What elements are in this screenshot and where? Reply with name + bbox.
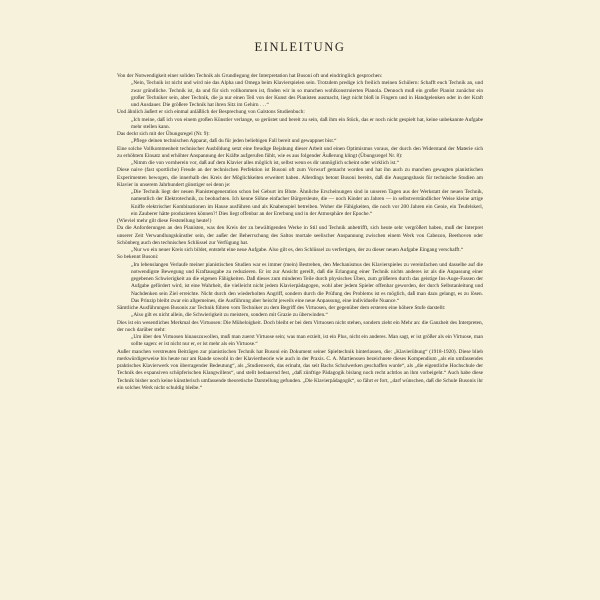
body-paragraph: Von der Notwendigkeit einer soliden Technik als Grundlegung der Interpretation hat Busoni oft und eindringlich gesprochen: bbox=[117, 73, 383, 79]
quotation-paragraph: „Im lebenslangen Verlaufe meiner pianistischen Studien war es immer (mein) Bestreben, den Mechanismus des Klavierspieles zu vereinfachen und dasselbe auf die notwendigste Bewegung und Kraftausgabe zu reduzieren. Er ist zur Ansicht gereift, daß die Erlangung einer Technik nichts anderes ist als die Anpassung einer gegebenen Schwierigkeit an die eigenen Fähigkeiten. Daß dieses zum minderen Teile durch physisches Üben, zum größeren durch das geistige Ins-Auge-Fassen der Aufgabe gefördert wird, ist eine Wahrheit, die vielleicht nicht jedem Klavierpädagogen, wohl aber jedem Spieler offenbar geworden, der durch Selbstanleitung und Nachdenken sein Ziel erreichte. Nicht durch den wiederholten Angriff, sondern durch die Prüfung des Problems ist es möglich, daß man dazu gelangt, es zu lösen. Das Prinzip bleibt zwar ein allgemeines, die Ausführung aber heischt jeweils eine neue Anpassung, eine individuelle Nuance.“ bbox=[131, 261, 483, 304]
chapter-title: EINLEITUNG bbox=[254, 40, 346, 54]
body-paragraph: (Wieviel mehr gilt diese Feststellung heute!) bbox=[117, 218, 212, 224]
quotation-paragraph: „Nur wo ein neuer Kreis sich bildet, entsteht eine neue Aufgabe. Also gilt es, den Schlüssel zu verfertigen, der zu dieser neuen Aufgabe Eingang verschafft.“ bbox=[131, 247, 464, 253]
body-paragraph: Sämtliche Ausführungen Busonis zur Technik führen vom Techniker zu dem Begriff des Virtuosen, der gegenüber dem ersteren eine höhere Stufe darstellt: bbox=[117, 305, 446, 311]
quotation-paragraph: „Also gilt es nicht allein, die Schwierigkeit zu meistern, sondern mit Grazie zu überwinden.“ bbox=[131, 312, 328, 319]
body-text bbox=[117, 73, 483, 392]
quotation-paragraph: „Ich meine, daß ich von einem großen Künstler verlange, so gerüstet und bereit zu sein, daß ihm ein Stück, das er noch nicht gespielt hat, keine unbekannte Aufgabe mehr stellen kann. bbox=[131, 116, 483, 130]
quotation-paragraph: „Um über den Virtuosen hinauszuwollen, muß man zuerst Virtuose sein; was man erzielt, ist ein Plus, nicht ein anderes. Man sagt, er ist größer als ein Virtuose, man sollte sagen: er ist nicht nur er, er ist mehr als ein Virtuose.“ bbox=[131, 334, 483, 348]
body-paragraph: Und ähnlich äußert er sich einmal anläßlich der Besprechung von Galstons Studienbuch: bbox=[117, 109, 305, 116]
body-paragraph: Außer manchen verstreuten Beiträgen zur pianistischen Technik hat Busoni ein Dokument seiner Spieltechnik hinterlassen, die: „Klavierübung“ (1918-1920). Diese blieb merkwürdigerweise bis heute nur am Rande sowohl in der Klaviertheorie wie auch in der Praxis. C. A. Martienssen bezeichnete dieses Kompendium „als ein umfassendes praktisches Klavierwerk von überragender Bedeutung“, als „Studienwerk, das erinaht, das seit Bachs Schulwerken geschaffen wurde“, als „die eigentliche Hochschule der Technik des expansiven schöpferischen Klangwillens“, und stellt bedauernd fest, „daß zünftige Pädagogik bislang noch recht achtlos an ihm vorbeigeht.“ Auch habe diese Technik bisher noch keine künstlerisch umfassende theoretische Darstellung gefunden. „Die Klavierpädagogik“, so fährt er fort, „darf wünschen, daß die Schule Busonis ihr ein solches Werk nicht schuldig bleibe.“ bbox=[117, 348, 483, 391]
quotation-paragraph: „Nimm die von vornherein vor, daß auf dem Klavier alles möglich ist, selbst wenn es dir unmöglich scheint oder wirklich ist.“ bbox=[131, 160, 399, 166]
body-paragraph: Da die Anforderungen an den Pianisten, was den Kreis der zu bewältigenden Werke in Stil und Technik anbetrifft, sich heute sehr vergrößert haben, muß der Interpret unserer Zeit Verwandlungskünstler sein, der außer der Beherrschung des Saltos mortale seelischer Anspannung zwischen einem Werk von Cabezon, Beethoven oder Schönberg auch den technischen Schlüssel zur Verfügung hat. bbox=[117, 225, 483, 246]
quotation-paragraph: „Nein, Technik ist nicht und wird nie das Alpha und Omega beim Klavierspielen sein. Trotzdem predige ich freilich meinen Schülern: Schafft euch Technik an, und zwar gründliche. Technik ist, da und für sich vollkommen ist, finden wir in so manchen wohlkonstruierten Pianola. Dennoch muß ein großer Pianist zunächst ein großer Techniker sein, aber Technik, die ja nur einen Teil von der Kunst des Pianisten ausmacht, liegt nicht bloß in Fingern und in Handgelenken oder in der Kraft und Ausdauer. Die größere Technik hat ihren Sitz im Gehirn . . .“ bbox=[131, 80, 483, 108]
quotation-paragraph: „Pflege deinen technischen Apparat, daß du für jeden beliebigen Fall bereit und gewappnet bist.“ bbox=[131, 138, 337, 145]
body-paragraph: Eine solche Vollkommenheit technischer Ausbildung setzt eine freudige Bejahung dieser Arbeit und einen Optimismus voraus, der durch den Widerstand der Materie sich zu erhöhtem Einsatz und erhöhter Anspannung der Kräfte aufgerufen fühlt, wie es aus folgender Äußerung klingt (Übungsregel Nr. 8): bbox=[117, 145, 483, 159]
body-paragraph: Diese naive (fast sportliche) Freude an der technischen Perfektion ist Busoni oft zum Vorwurf gemacht worden und hat ihn auch zu manchen gewagten pianistischen Experimenten bewogen, die innerhalb des Kreis der Möglichkeiten erweitert haben. Allerdings betont Busoni bereits, daß die Ausgangsbasis für technische Studien am Klavier in unserem Jahrhundert günstiger sei denn je: bbox=[117, 167, 483, 188]
body-paragraph: Dies ist ein wesentliches Merkmal des Virtuosen: Die Müheloigkeit. Doch bleibt er bei dem Virtuosen nicht stehen, sondern zieht ein Mehr an: die Ganzheit des Interpreten, der noch darüber steht: bbox=[117, 319, 483, 333]
quotation-paragraph: „Die Technik liegt der neuen Pianistengeneration schon bei Geburt im Blute. Ähnliche Erscheinungen sind in unseren Tagen aus der Werkstatt der neuen Technik, namentlich der Elektrotechnik, zu beobachten. Ich kenne Söhne einfacher Bürgersleute, die — noch Kinder an Jahren — in selbstverständlicher Weise kleine artige Kniffe elektrischer Kombinationen im Hause ausführen und als Knabenspiel betreiben. Woher die Fähigkeiten, die noch vor 200 Jahren ein Genie, ein Teufelskerl, ein Zauberer hätte produzieren können?! Dies liegt offenbar an der Ererbung und in der Atmosphäre der Epoche.“ bbox=[131, 189, 483, 217]
body-paragraph: Das deckt sich mit der Übungsregel (Nr. 9): bbox=[117, 131, 210, 137]
body-paragraph: So bekennt Busoni: bbox=[117, 254, 159, 261]
